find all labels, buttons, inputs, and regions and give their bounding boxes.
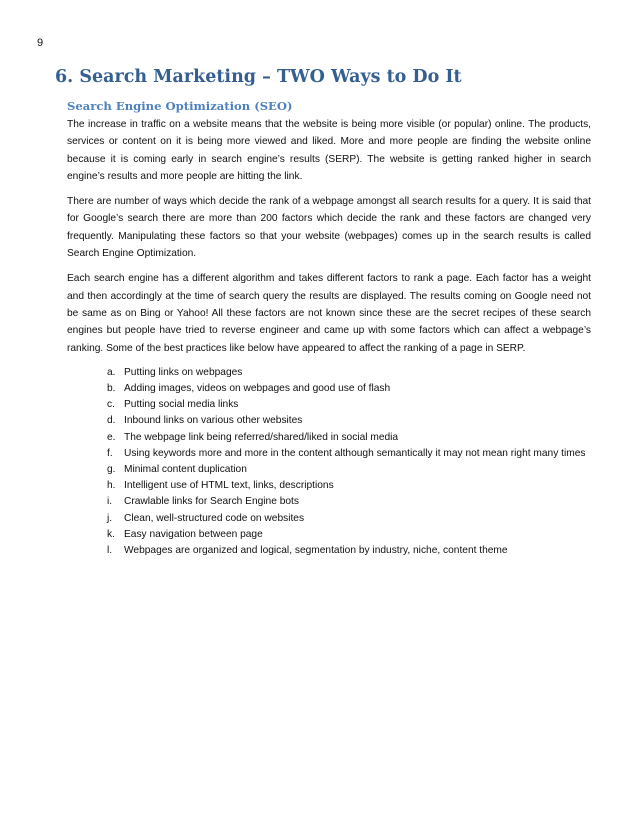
list-item (107, 511, 591, 527)
list-item-text: Webpages are organized and logical, segmentation by industry, niche, content theme (124, 545, 508, 557)
list-item-text: Intelligent use of HTML text, links, descriptions (124, 480, 334, 492)
list-item (107, 413, 591, 429)
list-item (107, 365, 591, 381)
list-item-marker: d. (107, 415, 116, 427)
list-item-text: Using keywords more and more in the content although semantically it may not mean right many times (124, 447, 586, 459)
list-item-marker: e. (107, 431, 116, 443)
list-item (107, 462, 591, 478)
list-item-text: Adding images, videos on webpages and good use of flash (124, 383, 391, 395)
paragraph-traffic: The increase in traffic on a website means that the website is being more visible (or popular) online. The products, services or content on it is being more viewed and liked. More and more people are finding the website online because it is coming early in search engine’s results (SERP). The website is getting ranked higher in search engine’s results and more people are hitting the link. (67, 119, 591, 182)
list-item (107, 494, 591, 510)
list-item-text: Putting links on webpages (124, 366, 243, 378)
list-item (107, 543, 591, 559)
list-item-marker: j. (107, 512, 113, 524)
list-item (107, 430, 591, 446)
list-item-marker: g. (107, 464, 116, 476)
list-item-marker: f. (107, 447, 113, 459)
list-item-text: Easy navigation between page (124, 528, 263, 540)
chapter-title: 6. Search Marketing – TWO Ways to Do It (55, 67, 462, 87)
list-item-marker: k. (107, 528, 115, 540)
list-item-marker: c. (107, 399, 115, 411)
list-item (107, 527, 591, 543)
page-content (55, 66, 595, 559)
list-item-marker: b. (107, 383, 116, 395)
best-practices-list (107, 365, 591, 559)
list-item-text: Clean, well-structured code on websites (124, 512, 305, 524)
paragraph-search-algorithms: Each search engine has a different algorithm and takes different factors to rank a page. Each factor has a weight and then accordingly at the time of search query the results are displayed. The results coming on Google need not be same as on Bing or Yahoo! All these factors are not known since these are the secret recipes of these search engines but people have tried to reverse engineer and came up with some factors which can affect a webpage’s ranking. Some of the best practices like below have appeared to affect the ranking of a page in SERP. (67, 273, 591, 354)
list-item-text: Minimal content duplication (124, 464, 247, 476)
list-item-marker: i. (107, 496, 113, 508)
list-item (107, 397, 591, 413)
section-body (67, 98, 591, 559)
section-title: Search Engine Optimization (SEO) (67, 99, 293, 113)
list-item-text: The webpage link being referred/shared/liked in social media (124, 431, 399, 443)
list-item-marker: l. (107, 545, 113, 557)
list-item-marker: a. (107, 366, 116, 378)
list-item-text: Inbound links on various other websites (124, 415, 303, 427)
list-item-text: Crawlable links for Search Engine bots (124, 496, 299, 508)
list-item (107, 446, 591, 462)
list-item-text: Putting social media links (124, 399, 239, 411)
page-number: 9 (37, 37, 44, 49)
paragraph-ranking-factors: There are number of ways which decide the rank of a webpage amongst all search results for a query. It is said that for Google’s search there are more than 200 factors which decide the rank and these factors are changed very frequently. Manipulating these factors so that your website (webpages) comes up in the search results is called Search Engine Optimization. (67, 196, 591, 260)
list-item (107, 381, 591, 397)
list-item-marker: h. (107, 480, 116, 492)
list-item (107, 478, 591, 494)
